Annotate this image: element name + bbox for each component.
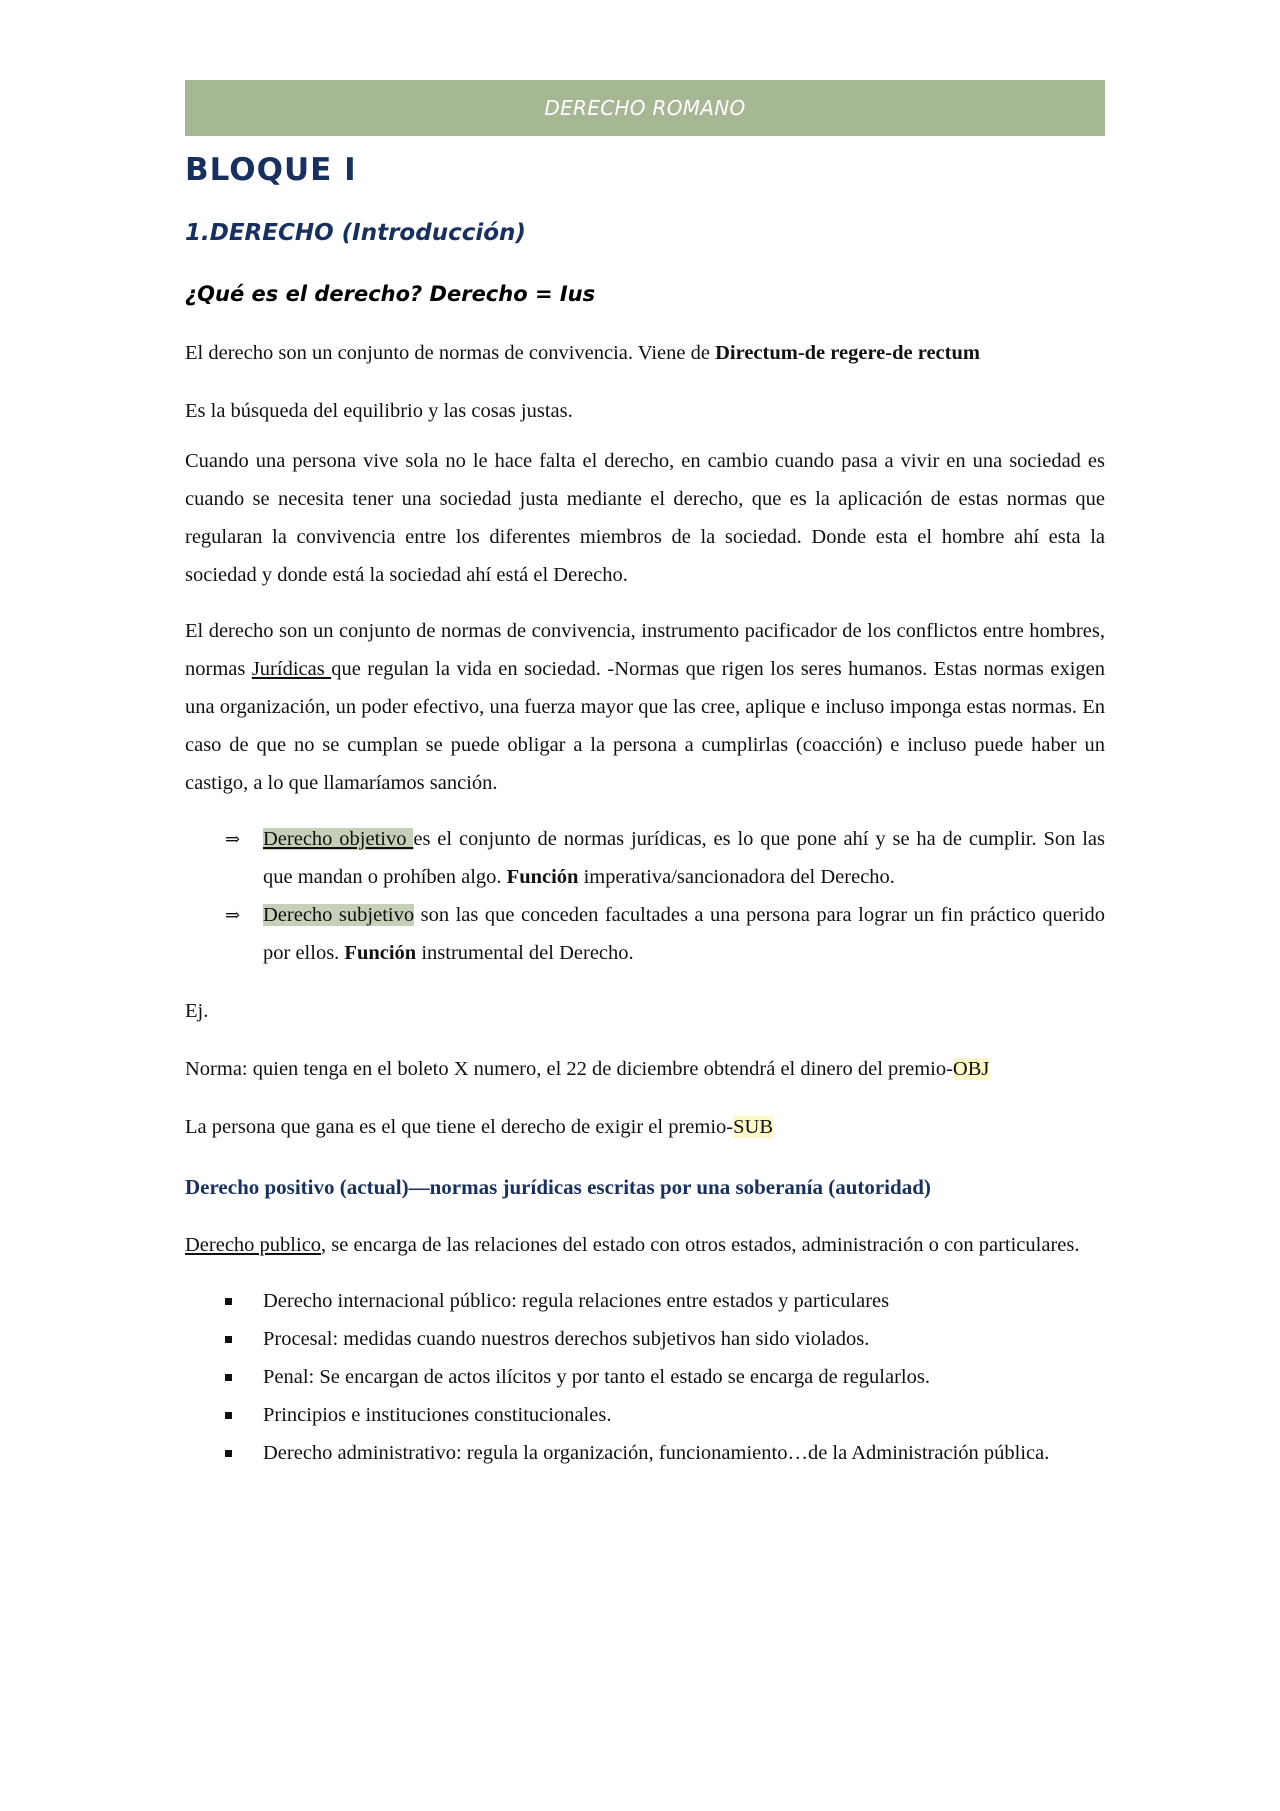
list-item: [185, 820, 1105, 896]
header-title: DERECHO ROMANO: [544, 96, 746, 120]
paragraph-equilibrio: Es la búsqueda del equilibrio y las cosas justas.: [185, 400, 573, 422]
arrow-tail: instrumental del Derecho.: [416, 942, 634, 964]
persona-text: La persona que gana es el que tiene el derecho de exigir el premio-: [185, 1116, 734, 1138]
square-bullet-icon: [225, 1450, 232, 1457]
tag-sub: SUB: [733, 1116, 774, 1138]
page-header: [185, 80, 1105, 136]
p1-text: El derecho son un conjunto de normas de convivencia. Viene de: [185, 342, 716, 364]
arrow-list: [185, 820, 1105, 972]
list-item: [185, 1282, 1105, 1320]
positivo-heading: Derecho positivo (actual)—normas jurídicas escritas por una soberanía (autoridad): [185, 1175, 931, 1199]
arrow-text: es el conjunto de normas jurídicas, es lo que pone ahí y se ha de cumplir. Son las que mandan o prohíben algo.: [263, 828, 1105, 888]
question-heading: ¿Qué es el derecho? Derecho = Ius: [185, 282, 596, 306]
square-bullet-icon: [225, 1412, 232, 1419]
page-content: [185, 80, 1105, 1472]
term-derecho-publico: Derecho publico: [185, 1234, 322, 1256]
p4-after: que regulan la vida en sociedad. -Normas que rigen los seres humanos. Estas normas exigen una organización, un poder efectivo, una fuerza mayor que las cree, aplique e incluso imponga estas normas. En caso de que no se cumplan se puede obligar a la persona a cumplirlas (coacción) e incluso puede haber un castigo, a lo que llamaríamos sanción.: [185, 658, 1105, 794]
list-item: [185, 1396, 1105, 1434]
paragraph-persona: [185, 1108, 1105, 1146]
square-bullet-icon: [225, 1336, 232, 1343]
p1-bold: Directum-de regere-de rectum: [715, 342, 980, 364]
square-bullet-icon: [225, 1374, 232, 1381]
tag-obj: OBJ: [952, 1058, 990, 1080]
block-title: BLOQUE I: [185, 152, 357, 188]
list-item: [185, 896, 1105, 972]
paragraph-sociedad: Cuando una persona vive sola no le hace falta el derecho, en cambio cuando pasa a vivir en una sociedad es cuando se necesita tener una sociedad justa mediante el derecho, que es la aplicación de estas normas que regularan la convivencia entre los diferentes miembros de la sociedad. Donde esta el hombre ahí esta la sociedad y donde está la sociedad ahí está el Derecho.: [185, 450, 1105, 586]
p4-before: El derecho son un conjunto de normas de convivencia, instrumento pacificador de los conflictos entre hombres, normas: [185, 620, 1105, 680]
arrow-bold: Función: [506, 866, 579, 888]
square-bullet-icon: [225, 1298, 232, 1305]
term-derecho-subjetivo: Derecho subjetivo: [263, 904, 415, 926]
paragraph-normas: [185, 612, 1105, 802]
paragraph-publico: [185, 1226, 1105, 1264]
arrow-text: son las que conceden facultades a una persona para lograr un fin práctico querido por ellos.: [263, 904, 1105, 964]
list-item: [185, 1434, 1105, 1472]
p4-underlined: Jurídicas: [251, 658, 332, 680]
square-list: [185, 1282, 1105, 1472]
list-item-text: Penal: Se encargan de actos ilícitos y por tanto el estado se encarga de regularlos.: [263, 1366, 930, 1388]
arrow-bold: Función: [344, 942, 417, 964]
norma-text: Norma: quien tenga en el boleto X numero, el 22 de diciembre obtendrá el dinero del premio-: [185, 1058, 953, 1080]
list-item-text: Principios e instituciones constitucionales.: [263, 1404, 612, 1426]
paragraph-definition: [185, 334, 1105, 372]
section-title: 1.DERECHO (Introducción): [185, 220, 526, 246]
list-item-text: Derecho internacional público: regula relaciones entre estados y particulares: [263, 1290, 890, 1312]
example-label: Ej.: [185, 1000, 209, 1022]
list-item-text: Procesal: medidas cuando nuestros derechos subjetivos han sido violados.: [263, 1328, 870, 1350]
list-item-text: Derecho administrativo: regula la organización, funcionamiento…de la Administración pública.: [263, 1442, 1050, 1464]
arrow-tail: imperativa/sancionadora del Derecho.: [578, 866, 895, 888]
publico-text: , se encarga de las relaciones del estado con otros estados, administración o con particulares.: [321, 1234, 1080, 1256]
arrow-bullet-icon: ⇒: [225, 829, 241, 849]
term-derecho-objetivo: Derecho objetivo: [263, 828, 414, 850]
list-item: [185, 1320, 1105, 1358]
list-item: [185, 1358, 1105, 1396]
paragraph-norma: [185, 1050, 1105, 1088]
arrow-bullet-icon: ⇒: [225, 905, 241, 925]
